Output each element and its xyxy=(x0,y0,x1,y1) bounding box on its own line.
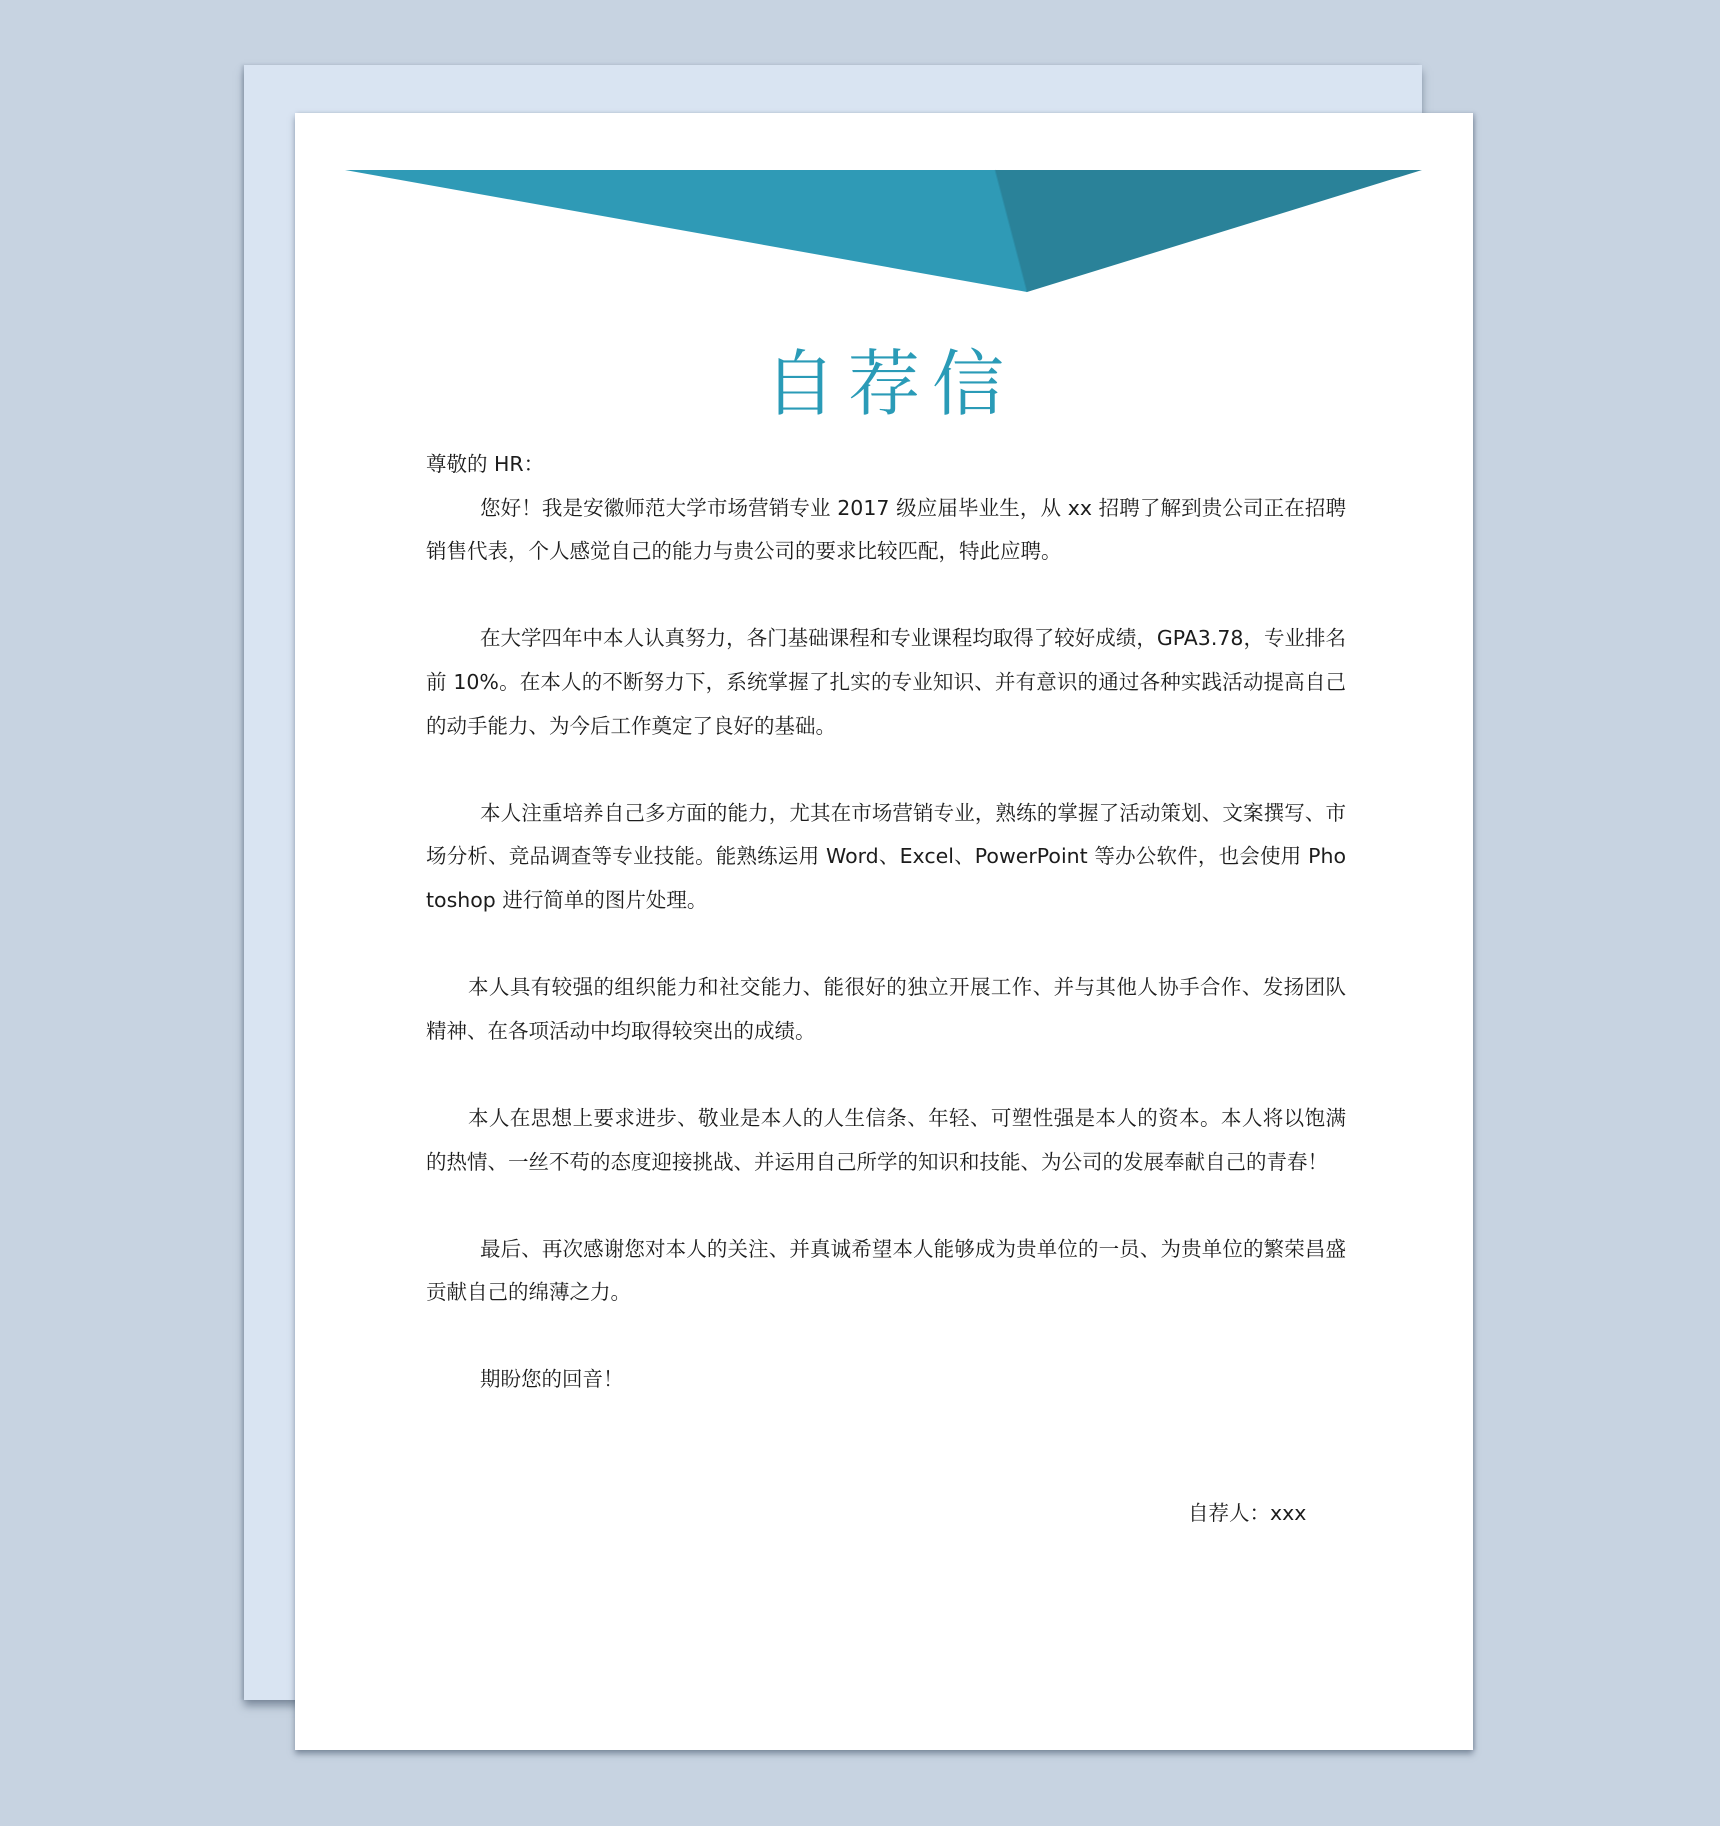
letter-body xyxy=(426,443,1346,1446)
signature: 自荐人：xxx xyxy=(1188,1501,1307,1525)
paragraph-thanks: 最后、再次感谢您对本人的关注、并真诚希望本人能够成为贵单位的一员、为贵单位的繁荣昌盛贡献自己的绵薄之力。 xyxy=(426,1236,1346,1305)
letter-page xyxy=(295,113,1473,1750)
paragraph-closing: 期盼您的回音！ xyxy=(480,1367,624,1392)
paragraph-intro: 您好！我是安徽师范大学市场营销专业 2017 级应届毕业生，从 xx 招聘了解到贵公司正在招聘销售代表，个人感觉自己的能力与贵公司的要求比较匹配，特此应聘。 xyxy=(426,495,1346,564)
paragraph-skills: 本人注重培养自己多方面的能力，尤其在市场营销专业，熟练的掌握了活动策划、文案撰写、市场分析、竞品调查等专业技能。能熟练运用 Word、Excel、PowerPoint 等办公软件，也会使用 Photoshop 进行简单的图片处理。 xyxy=(426,800,1346,912)
paragraph-teamwork: 本人具有较强的组织能力和社交能力、能很好的独立开展工作、并与其他人协手合作、发扬团队精神、在各项活动中均取得较突出的成绩。 xyxy=(426,975,1346,1043)
banner-light-facet xyxy=(345,170,1027,292)
paragraph-attitude: 本人在思想上要求进步、敬业是本人的人生信条、年轻、可塑性强是本人的资本。本人将以饱满的热情、一丝不苟的态度迎接挑战、并运用自己所学的知识和技能、为公司的发展奉献自己的青春！ xyxy=(426,1105,1346,1174)
banner-dark-facet xyxy=(995,170,1422,292)
paragraph-academics: 在大学四年中本人认真努力，各门基础课程和专业课程均取得了较好成绩，GPA3.78，专业排名前 10%。在本人的不断努力下，系统掌握了扎实的专业知识、并有意识的通过各种实践活动提高自己的动手能力、为今后工作奠定了良好的基础。 xyxy=(426,626,1346,738)
greeting: 尊敬的 HR： xyxy=(426,452,545,476)
page-title: 自荐信 xyxy=(763,342,1016,426)
